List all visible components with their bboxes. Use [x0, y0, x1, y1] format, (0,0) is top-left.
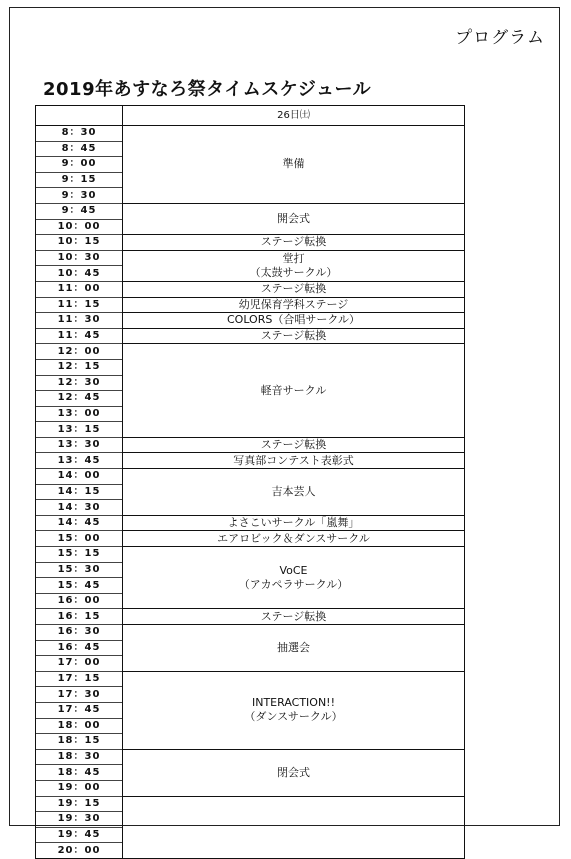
- table-header-row: [36, 106, 465, 126]
- event-label-line: 堂打: [282, 251, 305, 265]
- table-row: [36, 313, 465, 329]
- time-cell: 9：15: [36, 172, 123, 188]
- event-cell: [123, 547, 465, 609]
- table-row: [36, 515, 465, 531]
- event-cell: 開会式: [123, 203, 465, 234]
- page-title: 2019年あすなろ祭タイムスケジュール: [43, 79, 372, 100]
- table-row: [36, 749, 465, 765]
- program-label: プログラム: [455, 28, 545, 48]
- time-cell: 12：15: [36, 359, 123, 375]
- table-row: [36, 203, 465, 219]
- table-row: [36, 437, 465, 453]
- time-cell: 9：30: [36, 188, 123, 204]
- time-cell: 14：15: [36, 484, 123, 500]
- time-cell: 16：45: [36, 640, 123, 656]
- event-cell: 準備: [123, 126, 465, 204]
- page-frame: [9, 7, 560, 856]
- time-cell: 10：45: [36, 266, 123, 282]
- event-cell: 抽選会: [123, 625, 465, 672]
- table-row: [36, 297, 465, 313]
- table-row: [36, 126, 465, 142]
- event-cell: 軽音サークル: [123, 344, 465, 438]
- time-cell: 19：45: [36, 827, 123, 843]
- time-cell: 20：00: [36, 843, 123, 859]
- table-row: [36, 469, 465, 485]
- time-cell: 18：15: [36, 734, 123, 750]
- time-cell: 8：30: [36, 126, 123, 142]
- time-cell: 10：15: [36, 235, 123, 251]
- time-cell: 18：00: [36, 718, 123, 734]
- time-cell: 17：15: [36, 671, 123, 687]
- time-cell: 9：45: [36, 203, 123, 219]
- event-cell: よさこいサークル「嵐舞」: [123, 515, 465, 531]
- table-row: [36, 671, 465, 687]
- time-cell: 12：45: [36, 391, 123, 407]
- time-cell: 11：45: [36, 328, 123, 344]
- table-row: [36, 235, 465, 251]
- time-cell: 15：45: [36, 578, 123, 594]
- time-cell: 11：15: [36, 297, 123, 313]
- event-cell: ステージ転換: [123, 328, 465, 344]
- event-cell: [123, 796, 465, 858]
- event-label-line: （ダンスサークル）: [244, 710, 343, 724]
- table-row: [36, 547, 465, 563]
- table-row: [36, 531, 465, 547]
- table-row: [36, 453, 465, 469]
- time-cell: 9：00: [36, 157, 123, 173]
- schedule-body: [36, 126, 465, 859]
- event-cell: ステージ転換: [123, 235, 465, 251]
- time-cell: 19：30: [36, 812, 123, 828]
- schedule-table: [35, 105, 465, 859]
- table-row: [36, 625, 465, 641]
- event-cell: [123, 671, 465, 749]
- time-cell: 15：00: [36, 531, 123, 547]
- event-cell: ステージ転換: [123, 281, 465, 297]
- time-cell: 14：45: [36, 515, 123, 531]
- time-cell: 16：00: [36, 593, 123, 609]
- event-cell: 閉会式: [123, 749, 465, 796]
- event-cell: COLORS（合唱サークル）: [123, 313, 465, 329]
- time-column-header: [36, 106, 123, 126]
- time-cell: 11：30: [36, 313, 123, 329]
- time-cell: 12：30: [36, 375, 123, 391]
- time-cell: 15：15: [36, 547, 123, 563]
- time-cell: 10：00: [36, 219, 123, 235]
- event-label-line: （太鼓サークル）: [249, 265, 338, 279]
- time-cell: 16：15: [36, 609, 123, 625]
- table-row: [36, 328, 465, 344]
- time-cell: 17：00: [36, 656, 123, 672]
- table-row: [36, 344, 465, 360]
- time-cell: 19：00: [36, 780, 123, 796]
- table-row: [36, 250, 465, 266]
- time-cell: 8：45: [36, 141, 123, 157]
- table-row: [36, 609, 465, 625]
- event-cell: 幼児保育学科ステージ: [123, 297, 465, 313]
- time-cell: 12：00: [36, 344, 123, 360]
- time-cell: 13：45: [36, 453, 123, 469]
- time-cell: 10：30: [36, 250, 123, 266]
- time-cell: 15：30: [36, 562, 123, 578]
- time-cell: 17：45: [36, 702, 123, 718]
- time-cell: 14：30: [36, 500, 123, 516]
- table-row: [36, 796, 465, 812]
- event-cell: エアロビック＆ダンスサークル: [123, 531, 465, 547]
- event-label-line: INTERACTION!!: [251, 696, 336, 710]
- event-cell: ステージ転換: [123, 437, 465, 453]
- time-cell: 13：00: [36, 406, 123, 422]
- event-cell: 写真部コンテスト表彰式: [123, 453, 465, 469]
- time-cell: 18：30: [36, 749, 123, 765]
- event-label-line: （アカペラサークル）: [238, 577, 349, 591]
- time-cell: 14：00: [36, 469, 123, 485]
- time-cell: 19：15: [36, 796, 123, 812]
- event-label-line: VoCE: [279, 563, 308, 577]
- event-cell: [123, 250, 465, 281]
- day-column-header: 26日㈯: [123, 106, 465, 126]
- time-cell: 13：15: [36, 422, 123, 438]
- event-cell: 吉本芸人: [123, 469, 465, 516]
- time-cell: 18：45: [36, 765, 123, 781]
- time-cell: 16：30: [36, 625, 123, 641]
- time-cell: 17：30: [36, 687, 123, 703]
- time-cell: 11：00: [36, 281, 123, 297]
- event-cell: ステージ転換: [123, 609, 465, 625]
- time-cell: 13：30: [36, 437, 123, 453]
- table-row: [36, 281, 465, 297]
